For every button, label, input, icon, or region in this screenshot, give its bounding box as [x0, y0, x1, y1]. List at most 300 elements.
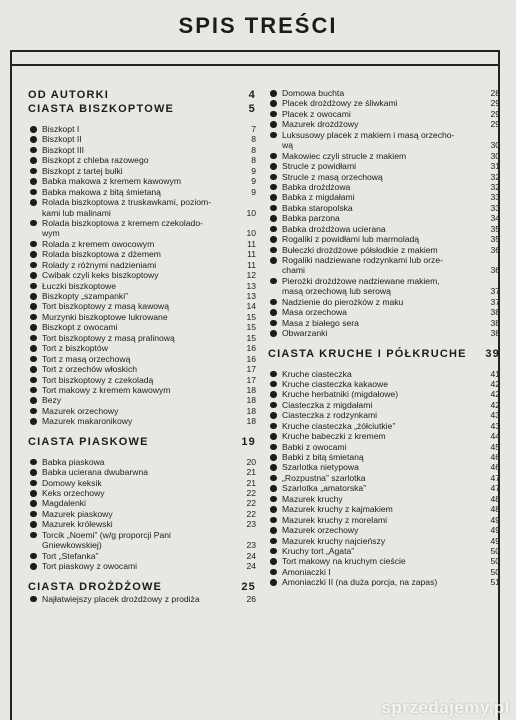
page-number: 29 [490, 98, 500, 109]
toc-entry [28, 354, 256, 364]
bullet-icon [30, 408, 37, 415]
entry-title: Tort „Stefanka” [42, 550, 99, 561]
entry-title: Babka drożdżowa [282, 181, 351, 192]
entry-title: Masa orzechowa [282, 307, 347, 318]
page-number: 43 [490, 410, 500, 421]
bullet-icon [270, 299, 277, 306]
entry-title: wą [282, 140, 293, 151]
page-number: 11 [247, 249, 256, 260]
toc-entry [28, 134, 256, 144]
toc-entry [268, 389, 500, 399]
entry-title: Babka ucierana dwubarwna [42, 467, 149, 478]
entry-title: Tort biszkoptowy z masą kawową [42, 301, 170, 312]
toc-entry [268, 410, 500, 420]
section-title: CIASTA PIASKOWE [28, 435, 149, 448]
entry-title: masą orzechową lub serową [282, 286, 391, 297]
bullet-icon [270, 569, 277, 576]
entry-title: Masa z białego sera [282, 317, 359, 328]
entry-title: Babki z bitą śmietaną [282, 452, 364, 462]
toc-entry [268, 224, 500, 234]
toc-entry [28, 301, 256, 311]
page-number: 5 [248, 103, 256, 115]
entry-title: Mazurek orzechowy [42, 405, 119, 416]
page-number: 29 [490, 119, 500, 130]
entry-title: Rogaliki z powidłami lub marmoladą [282, 234, 420, 245]
toc-entry [28, 281, 256, 291]
entry-title: Mazurek kruchy najcieńszy [282, 535, 386, 546]
page-number: 42 [490, 399, 500, 410]
toc-entry [268, 161, 500, 171]
page-number: 10 [246, 228, 256, 239]
toc-entry [268, 276, 500, 286]
page-number: 51 [490, 577, 500, 588]
bullet-icon [30, 303, 37, 310]
toc-entry [268, 379, 500, 389]
header-rule [10, 64, 500, 66]
entry-title: Babka parzona [282, 213, 340, 224]
bullet-icon [30, 220, 37, 227]
page-number: 39 [485, 347, 500, 360]
entry-title: Pierożki drożdżowe nadziewane makiem, [282, 275, 440, 286]
toc-entry [268, 504, 500, 514]
bullet-icon [270, 558, 277, 565]
page-number: 35 [490, 234, 500, 245]
entry-title: Biszkopt III [42, 144, 85, 155]
page-number: 15 [246, 332, 256, 343]
toc-entry [28, 291, 256, 301]
page-number: 22 [246, 488, 256, 498]
toc-entry [28, 530, 256, 540]
page-number: 16 [246, 343, 256, 354]
bullet-icon [270, 215, 277, 222]
page-number: 18 [246, 395, 256, 406]
entry-title: Babka z migdałami [282, 192, 355, 203]
entry-title: Rolada biszkoptowa z truskawkami, poziom- [42, 197, 212, 208]
bullet-icon [30, 168, 37, 175]
section-spacer [28, 449, 256, 457]
page-number: 47 [490, 472, 500, 483]
bullet-icon [30, 511, 37, 518]
bullet-icon [30, 251, 37, 258]
entry-title: Rolada z kremem owocowym [42, 238, 155, 249]
section-spacer [268, 339, 500, 347]
page-number: 24 [246, 561, 256, 572]
entry-title: Obwarzanki [282, 328, 328, 339]
bullet-icon [30, 366, 37, 373]
bullet-icon [270, 90, 277, 97]
page-number: 44 [490, 431, 500, 442]
toc-entry [268, 431, 500, 441]
entry-title: kami lub malinami [42, 207, 111, 218]
page-number: 41 [490, 368, 500, 379]
entry-title: Biszkopt II [42, 134, 82, 145]
entry-title: Rolady z różnymi nadzieniami [42, 259, 157, 270]
entry-title: Najłatwiejszy placek drożdżowy z prodiża [42, 593, 200, 604]
bullet-icon [30, 157, 37, 164]
toc-entry [28, 249, 256, 259]
entry-title: Mazurek kruchy z kajmakiem [282, 504, 393, 515]
toc-entry [268, 234, 500, 244]
page-number: 49 [490, 525, 500, 536]
bullet-icon [270, 579, 277, 586]
entry-title: Tort makowy na kruchym cieście [282, 556, 406, 567]
toc-column-left [28, 88, 256, 604]
page-number: 9 [251, 165, 256, 176]
toc-entry [28, 561, 256, 571]
toc-entry [28, 343, 256, 353]
entry-title: Makowiec czyli strucle z makiem [282, 150, 407, 161]
page-number: 8 [251, 155, 256, 166]
toc-entry [268, 151, 500, 161]
toc-entry-continuation [28, 208, 256, 218]
page-number: 18 [246, 416, 256, 427]
bullet-icon [270, 153, 277, 160]
toc-section-heading [268, 347, 500, 361]
bullet-icon [270, 517, 277, 524]
entry-title: Magdalenki [42, 498, 86, 509]
toc-entry [28, 260, 256, 270]
page-number: 21 [246, 467, 256, 478]
bullet-icon [270, 236, 277, 243]
section-spacer [28, 116, 256, 124]
entry-title: Mazurek piaskowy [42, 508, 113, 519]
bullet-icon [270, 247, 277, 254]
bullet-icon [270, 423, 277, 430]
toc-entry [268, 192, 500, 202]
bullet-icon [30, 563, 37, 570]
page-number: 17 [246, 364, 256, 375]
page-number: 24 [246, 550, 256, 561]
toc-entry [268, 172, 500, 182]
page-number: 43 [490, 420, 500, 431]
entry-title: Babka staropolska [282, 202, 353, 213]
toc-entry [268, 369, 500, 379]
entry-title: Cwibak czyli keks biszkoptowy [42, 270, 159, 281]
entry-title: Ciasteczka z migdałami [282, 399, 373, 410]
bullet-icon [270, 205, 277, 212]
entry-title: wym [42, 228, 60, 239]
toc-entry [28, 457, 256, 467]
page-number: 26 [246, 593, 256, 604]
toc-entry [268, 307, 500, 317]
entry-title: Mazurek orzechowy [282, 525, 359, 536]
entry-title: Szarlotka „amatorska” [282, 483, 367, 494]
page-number: 35 [490, 223, 500, 234]
toc-entry [28, 594, 256, 604]
bullet-icon [270, 100, 277, 107]
bullet-icon [270, 226, 277, 233]
page-number: 8 [251, 144, 256, 155]
page-number: 18 [246, 384, 256, 395]
bullet-icon [30, 387, 37, 394]
entry-title: Ciasteczka z rodzynkami [282, 410, 378, 421]
bullet-icon [30, 293, 37, 300]
toc-entry [28, 488, 256, 498]
toc-section-heading [28, 435, 256, 449]
section-spacer [28, 572, 256, 580]
entry-title: Biszkopt z owocami [42, 322, 118, 333]
bullet-icon [30, 324, 37, 331]
entry-title: Placek z owocami [282, 108, 351, 119]
toc-entry [268, 255, 500, 265]
entry-title: Kruchy tort „Agata” [282, 545, 355, 556]
page-number: 32 [490, 181, 500, 192]
page-number: 46 [490, 462, 500, 473]
entry-title: Tort makowy z kremem kawowym [42, 384, 171, 395]
bullet-icon [270, 257, 277, 264]
page-number: 32 [490, 171, 500, 182]
bullet-icon [270, 464, 277, 471]
page-number: 16 [246, 353, 256, 364]
entry-title: Rogaliki nadziewane rodzynkami lub orze- [282, 255, 443, 265]
entry-title: Keks orzechowy [42, 488, 105, 498]
entry-title: Amoniaczki I [282, 566, 331, 577]
toc-entry [28, 385, 256, 395]
bullet-icon [30, 480, 37, 487]
bullet-icon [270, 111, 277, 118]
page-number: 13 [246, 280, 256, 291]
toc-entry [28, 478, 256, 488]
entry-title: Babka makowa z bitą śmietaną [42, 186, 161, 197]
bullet-icon [30, 283, 37, 290]
entry-title: Mazurek królewski [42, 519, 113, 530]
page-title: SPIS TREŚCI [178, 13, 338, 38]
entry-title: Mazurek kruchy z morelami [282, 514, 388, 525]
page-number: 38 [490, 307, 500, 318]
bullet-icon [30, 241, 37, 248]
page-number: 48 [490, 504, 500, 515]
entry-title: Mazurek drożdżowy [282, 119, 359, 130]
page-number: 11 [247, 259, 256, 270]
toc-entry [28, 333, 256, 343]
section-spacer [28, 427, 256, 435]
entry-title: chami [282, 265, 305, 276]
section-spacer [268, 361, 500, 369]
toc-entry [268, 473, 500, 483]
toc-entry [28, 509, 256, 519]
entry-title: Biszkopty „szampanki” [42, 291, 128, 301]
page-number: 20 [246, 456, 256, 467]
page-number: 10 [246, 207, 256, 218]
toc-entry [268, 318, 500, 328]
entry-title: Tort biszkoptowy z masą pralinową [42, 332, 175, 343]
entry-title: Mazurek kruchy [282, 493, 343, 504]
bullet-icon [270, 548, 277, 555]
section-title: CIASTA KRUCHE I PÓŁKRUCHE [268, 347, 467, 360]
entry-title: Tort piaskowy z owocami [42, 561, 138, 572]
toc-entry [268, 442, 500, 452]
page-number: 50 [490, 566, 500, 577]
page-number: 49 [490, 514, 500, 525]
page-number: 23 [246, 540, 256, 551]
page-number: 4 [248, 89, 256, 101]
page-number: 33 [490, 192, 500, 203]
page-number: 14 [246, 301, 256, 312]
page-number: 29 [490, 108, 500, 119]
page-number: 28 [490, 88, 500, 98]
toc-entry [268, 182, 500, 192]
bullet-icon [30, 345, 37, 352]
toc-entry [268, 452, 500, 462]
toc-entry-continuation [268, 140, 500, 150]
bullet-icon [30, 262, 37, 269]
toc-entry [268, 483, 500, 493]
page-number: 15 [246, 322, 256, 333]
toc-entry [28, 322, 256, 332]
bullet-icon [270, 121, 277, 128]
toc-entry [268, 130, 500, 140]
page-number: 36 [490, 265, 500, 276]
toc-entry [28, 145, 256, 155]
toc-entry [28, 406, 256, 416]
section-title: CIASTA BISZKOPTOWE [28, 103, 175, 115]
entry-title: Tort z masą orzechową [42, 353, 131, 364]
page-number: 11 [247, 238, 256, 249]
toc-entry [268, 203, 500, 213]
entry-title: Nadzienie do pierożków z maku [282, 296, 404, 307]
entry-title: Mazurek makaronikowy [42, 416, 133, 427]
page-number: 38 [490, 317, 500, 328]
bullet-icon [270, 320, 277, 327]
page-number: 7 [251, 124, 256, 134]
bullet-icon [30, 335, 37, 342]
page-number: 12 [246, 270, 256, 281]
bullet-icon [270, 330, 277, 337]
toc-entry [268, 400, 500, 410]
bullet-icon [270, 527, 277, 534]
entry-title: Babki z owocami [282, 441, 347, 452]
page-number: 13 [246, 291, 256, 301]
toc-entry [268, 98, 500, 108]
bullet-icon [270, 402, 277, 409]
watermark: sprzedajemy.pl [381, 698, 510, 717]
bullet-icon [270, 475, 277, 482]
toc-entry [28, 395, 256, 405]
toc-entry [268, 515, 500, 525]
entry-title: Gniewkowskiej) [42, 540, 102, 551]
toc-entry [28, 312, 256, 322]
page-number: 18 [246, 405, 256, 416]
bullet-icon [30, 500, 37, 507]
toc-entry [268, 567, 500, 577]
toc-entry [28, 124, 256, 134]
page-number: 9 [251, 186, 256, 197]
bullet-icon [270, 309, 277, 316]
bullet-icon [270, 194, 277, 201]
entry-title: Kruche ciasteczka [282, 368, 352, 379]
bullet-icon [270, 381, 277, 388]
bullet-icon [270, 454, 277, 461]
entry-title: Biszkopt I [42, 124, 80, 134]
page-number: 30 [490, 140, 500, 151]
bullet-icon [30, 377, 37, 384]
toc-entry [28, 218, 256, 228]
bullet-icon [30, 356, 37, 363]
entry-title: Babka makowa z kremem kawowym [42, 176, 181, 187]
toc-entry [28, 364, 256, 374]
entry-title: Biszkopt z tartej bułki [42, 165, 123, 176]
page-number: 25 [241, 580, 256, 593]
toc-entry [268, 462, 500, 472]
entry-title: Biszkopt z chleba razowego [42, 155, 149, 166]
bullet-icon [270, 444, 277, 451]
page-number: 37 [490, 296, 500, 307]
entry-title: Bezy [42, 395, 62, 406]
entry-title: Tort biszkoptowy z czekoladą [42, 374, 154, 385]
entry-title: Domowy keksik [42, 477, 102, 488]
bullet-icon [30, 553, 37, 560]
toc-entry [28, 519, 256, 529]
toc-entry [268, 421, 500, 431]
toc-entry-continuation [28, 540, 256, 550]
page-number: 42 [490, 389, 500, 400]
entry-title: Domowa buchta [282, 88, 345, 98]
bullet-icon [30, 596, 37, 603]
bullet-icon [270, 174, 277, 181]
page-number: 17 [246, 374, 256, 385]
page-number: 42 [490, 378, 500, 389]
toc-entry [268, 556, 500, 566]
section-title: CIASTA DROŻDŻOWE [28, 580, 163, 593]
bullet-icon [270, 433, 277, 440]
page-number: 19 [241, 435, 256, 448]
toc-entry [268, 245, 500, 255]
entry-title: Łuczki biszkoptowe [42, 280, 117, 291]
toc-entry [268, 525, 500, 535]
entry-title: Babka drożdżowa ucierana [282, 223, 386, 234]
bullet-icon [270, 184, 277, 191]
entry-title: Kruche herbatniki (migdałowe) [282, 389, 399, 400]
page-number: 48 [490, 493, 500, 504]
page-number: 37 [490, 286, 500, 297]
toc-entry [28, 176, 256, 186]
toc-entry [268, 328, 500, 338]
bullet-icon [30, 521, 37, 528]
page-number: 45 [490, 441, 500, 452]
entry-title: Torcik „Noemi” (w/g proporcji Pani [42, 529, 171, 540]
bullet-icon [270, 496, 277, 503]
bullet-icon [30, 459, 37, 466]
bullet-icon [270, 412, 277, 419]
bullet-icon [270, 506, 277, 513]
entry-title: Placek drożdżowy ze śliwkami [282, 98, 398, 109]
toc-entry [28, 155, 256, 165]
toc-entry [268, 297, 500, 307]
page-number: 9 [251, 176, 256, 187]
toc-entry [268, 546, 500, 556]
entry-title: Rolada biszkoptowa z dżemem [42, 249, 161, 260]
page-number: 47 [490, 483, 500, 494]
bullet-icon [30, 469, 37, 476]
toc-column-right [268, 88, 500, 588]
page-number: 21 [246, 477, 256, 488]
bullet-icon [270, 538, 277, 545]
entry-title: Tort z orzechów włoskich [42, 364, 138, 375]
toc-entry [28, 270, 256, 280]
toc-entry [28, 375, 256, 385]
entry-title: Kruche ciasteczka „żółciutkie” [282, 420, 396, 431]
toc-entry-continuation [28, 228, 256, 238]
bullet-icon [30, 418, 37, 425]
entry-title: Luksusowy placek z makiem i masą orzecho- [282, 129, 455, 140]
toc-entry [268, 88, 500, 98]
bullet-icon [270, 132, 277, 139]
toc-entry [28, 239, 256, 249]
entry-title: Rolada biszkoptowa z kremem czekolado- [42, 217, 203, 228]
toc-entry [28, 416, 256, 426]
bullet-icon [270, 485, 277, 492]
page-number: 34 [490, 213, 500, 224]
